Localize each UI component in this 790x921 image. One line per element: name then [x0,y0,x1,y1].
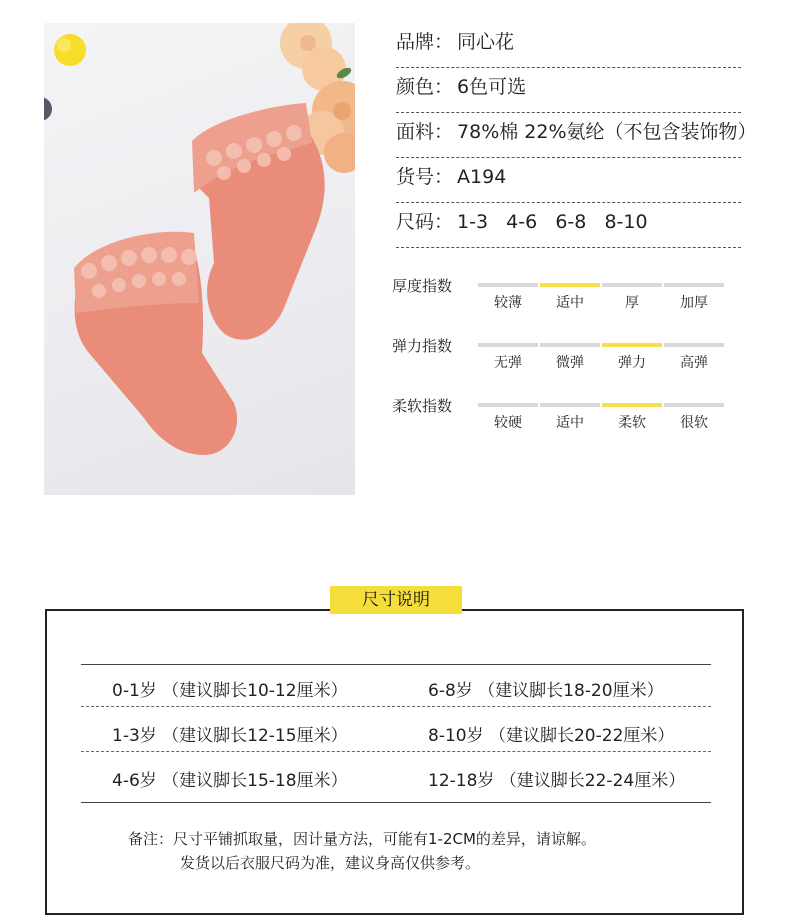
spec-row-color [396,68,741,113]
spec-key: 面料： [396,121,454,143]
spec-row-item-number [396,158,741,203]
table-divider [81,802,711,803]
size-cell: 4-6岁 （建议脚长15-18厘米） [112,771,348,791]
meter-segment [664,403,724,407]
spec-value: 同心花 [457,31,515,53]
meter-label: 柔软指数 [392,397,453,415]
meter-segment-selected [540,283,600,287]
meter-option: 适中 [556,295,584,311]
meter-option: 柔软 [618,415,646,431]
spec-value: 6色可选 [457,76,527,98]
meter-option: 微弹 [556,355,584,371]
meter-segment [478,283,538,287]
meter-option: 很软 [680,415,708,431]
meter-segment-selected [602,343,662,347]
spec-key: 尺码： [396,211,454,233]
meter-segment [602,283,662,287]
spec-row-brand [396,23,741,68]
size-guide-title: 尺寸说明 [330,586,462,614]
spec-value: 1-3 4-6 6-8 8-10 [457,211,648,233]
spec-key: 品牌： [396,31,454,53]
size-cell: 0-1岁 （建议脚长10-12厘米） [112,681,348,701]
spec-row-fabric [396,113,757,158]
meter-label: 弹力指数 [392,337,453,355]
spec-row-size [396,203,741,248]
meter-segment [478,403,538,407]
meter-option: 适中 [556,415,584,431]
size-cell: 12-18岁 （建议脚长22-24厘米） [428,771,686,791]
table-divider [81,706,711,707]
spec-value: 78%棉 22%氨纶（不包含装饰物） [457,121,757,143]
meter-segment [540,343,600,347]
table-divider [81,664,711,665]
meter-option: 较薄 [494,295,522,311]
meter-segment-selected [602,403,662,407]
meter-segment [540,403,600,407]
meter-option: 厚 [625,295,639,311]
size-note-line1: 备注：尺寸平铺抓取量，因计量方法，可能有1-2CM的差异，请谅解。 [128,830,596,848]
meter-label: 厚度指数 [392,277,453,295]
meter-segment [478,343,538,347]
meter-segment [664,343,724,347]
meter-option: 无弹 [494,355,522,371]
meter-option: 加厚 [680,295,708,311]
spec-key: 货号： [396,166,454,188]
spec-value: A194 [457,166,507,188]
meter-option: 弹力 [618,355,646,371]
meter-segment [664,283,724,287]
meter-option: 较硬 [494,415,522,431]
size-note-line2: 发货以后衣服尺码为准，建议身高仅供参考。 [180,854,481,872]
lace-socks-photo-icon [44,23,355,495]
meter-option: 高弹 [680,355,708,371]
spec-key: 颜色： [396,76,454,98]
size-cell: 8-10岁 （建议脚长20-22厘米） [428,726,675,746]
size-cell: 1-3岁 （建议脚长12-15厘米） [112,726,348,746]
product-photo [44,23,355,495]
table-divider [81,751,711,752]
size-cell: 6-8岁 （建议脚长18-20厘米） [428,681,664,701]
